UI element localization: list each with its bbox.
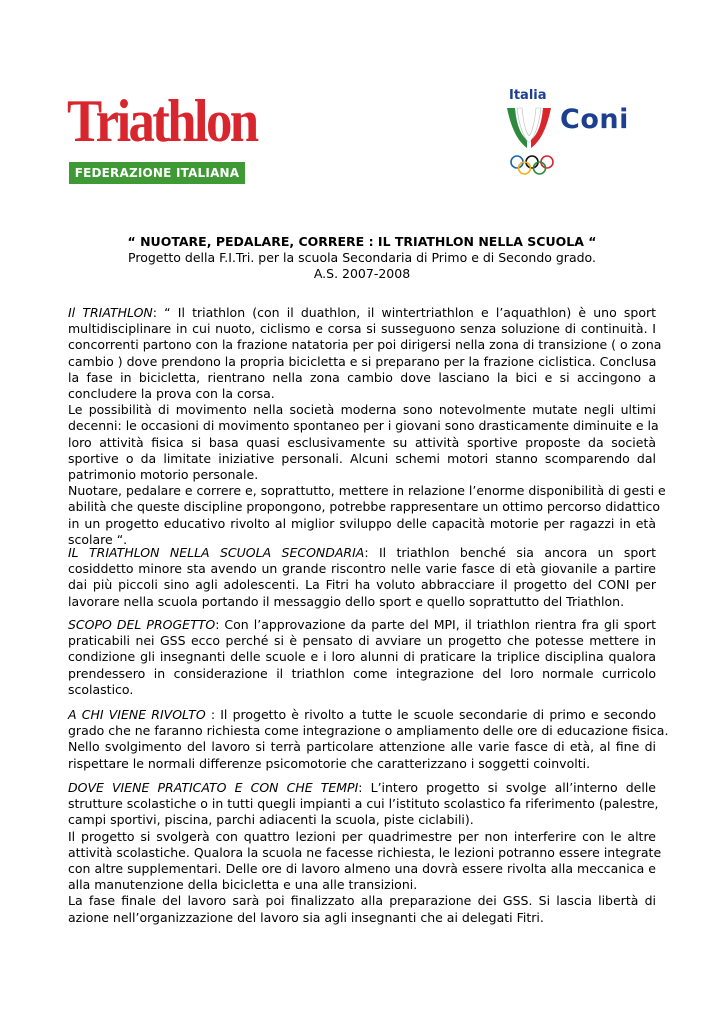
- olympic-rings-icon: [509, 154, 555, 176]
- school-year: A.S. 2007-2008: [313, 266, 411, 281]
- section-triathlon: [68, 305, 666, 548]
- text-line: Il progetto si svolgerà con quattro lezioni per quadrimestre per non interferire con le altre: [68, 828, 656, 844]
- text-line: La fase finale del lavoro sarà poi finalizzato alla preparazione dei GSS. Si lascia libertà di: [68, 893, 656, 909]
- text-line: attività scolastiche. Qualora la scuola ne facesse richiesta, le lezioni potranno essere integrate: [68, 844, 662, 860]
- text-line: prendessero in considerazione il triathlon come integrazione del loro normale curricolo: [68, 665, 656, 681]
- section-scopo-lead: SCOPO DEL PROGETTO: [68, 617, 216, 632]
- text-line: grado che ne faranno richiesta come integrazione o ampliamento delle ore di educazione fisica.: [68, 723, 669, 739]
- section-dove-lead: DOVE VIENE PRATICATO E CON CHE TEMPI: [68, 780, 359, 795]
- text-line: cosiddetto minore sta avendo un grande riscontro nelle varie fasce di età giovanile a partire: [68, 561, 656, 577]
- text-line: cambio ) dove prendono la propria bicicletta e si preparano per la frazione ciclistica. Conclusa: [68, 353, 657, 369]
- document-subtitle: Progetto della F.I.Tri. per la scuola Secondaria di Primo e di Secondo grado.: [128, 250, 596, 265]
- text-line: multidisciplinare in cui nuoto, ciclismo e corsa si susseguono senza soluzione di continuità. I: [68, 321, 656, 337]
- text-line: azione nell’organizzazione del lavoro sia agli insegnanti che ai delegati Fitri.: [68, 909, 544, 925]
- text-line: scolastico.: [68, 681, 134, 697]
- text-line: in un progetto educativo rivolto al miglior sviluppo delle capacità motorie per ragazzi in età: [68, 515, 656, 531]
- text-line: : “ Il triathlon (con il duathlon, il wintertriathlon e l’aquathlon) è uno sport: [152, 305, 657, 320]
- text-line: dai più piccoli sino agli adolescenti. La Fitri ha voluto abbracciare il progetto del CONI per: [68, 577, 656, 593]
- text-line: Le possibilità di movimento nella società moderna sono notevolmente mutate negli ultimi: [68, 402, 656, 418]
- document-title: “ NUOTARE, PEDALARE, CORRERE : IL TRIATHLON NELLA SCUOLA “: [127, 234, 597, 249]
- text-line: alla manutenzione della bicicletta e una alle transizioni.: [68, 877, 418, 893]
- triathlon-logo-wordmark: Triathlon: [67, 88, 257, 154]
- text-line: loro attività fisica si basa quasi esclusivamente su attività sportive proposte da società: [68, 434, 656, 450]
- text-line: concludere la prova con la corsa.: [68, 386, 275, 402]
- text-line: decenni: le occasioni di movimento spontaneo per i giovani sono drasticamente diminuite e la: [68, 418, 659, 434]
- section-scuola-lead: IL TRIATHLON NELLA SCUOLA SECONDARIA: [68, 545, 365, 560]
- text-line: condizione gli insegnanti delle scuole e i loro alunni di praticare la triplice disciplina qualora: [68, 649, 656, 665]
- federazione-italiana-band: FEDERAZIONE ITALIANA: [69, 162, 245, 184]
- text-line: sportive o da limitate iniziative personali. Alcuni schemi motori stanno scomparendo dal: [68, 450, 656, 466]
- text-line: lavorare nella scuola portando il messaggio dello sport e quello soprattutto del Triathlon.: [68, 593, 625, 609]
- text-line: la fase in bicicletta, rientrano nella zona cambio dove lasciano la bici e si accingono a: [68, 369, 656, 385]
- text-line: strutture scolastiche o in tutti quegli impianti a cui l’istituto scolastico fa riferimento (palestre,: [68, 796, 659, 812]
- text-line: : Il progetto è rivolto a tutte le scuole secondarie di primo e secondo: [205, 707, 656, 722]
- coni-logo: [503, 88, 633, 180]
- text-line: rispettare le normali differenze psicomotorie che caratterizzano i soggetti coinvolti.: [68, 755, 591, 771]
- text-line: : Il triathlon benché sia ancora un sport: [364, 545, 656, 560]
- section-scopo-del-progetto: [68, 617, 656, 698]
- text-line: campi sportivi, piscina, parchi adiacenti la scuola, piste ciclabili).: [68, 812, 474, 828]
- text-line: Nello svolgimento del lavoro si terrà particolare attenzione alle varie fasce di età, al fine di: [68, 739, 656, 755]
- coni-flag-emblem-icon: [503, 104, 555, 152]
- section-rivolto-lead: A CHI VIENE RIVOLTO: [68, 707, 206, 722]
- section-a-chi-viene-rivolto: [68, 707, 669, 772]
- text-line: : Con l’approvazione da parte del MPI, il triathlon rientra fra gli sport: [215, 617, 656, 632]
- section-dove-e-tempi: [68, 780, 662, 926]
- text-line: : L’intero progetto si svolge all’interno delle: [358, 780, 656, 795]
- text-line: patrimonio motorio personale.: [68, 467, 259, 483]
- text-line: con altre supplementari. Delle ore di lavoro almeno una dovrà essere rivolta alla meccanica e: [68, 861, 656, 877]
- section-triathlon-lead: Il TRIATHLON: [68, 305, 153, 320]
- triathlon-federation-logo: [67, 88, 257, 185]
- text-line: scolare “.: [68, 531, 128, 547]
- text-line: concorrenti partono con la frazione natatoria per poi dirigersi nella zona di transizione ( o zona: [68, 337, 662, 353]
- coni-logo-italia: Italia: [509, 88, 547, 103]
- text-line: abilità che queste discipline propongono, potrebbe rappresentare un ottimo percorso didattico: [68, 499, 661, 515]
- coni-logo-name: Coni: [560, 104, 629, 135]
- text-line: praticabili nei GSS ecco perché si è pensato di avviare un progetto che potesse mettere in: [68, 633, 656, 649]
- text-line: Nuotare, pedalare e correre e, soprattutto, mettere in relazione l’enorme disponibilità di gesti e: [68, 483, 666, 499]
- section-triathlon-scuola-secondaria: [68, 545, 656, 610]
